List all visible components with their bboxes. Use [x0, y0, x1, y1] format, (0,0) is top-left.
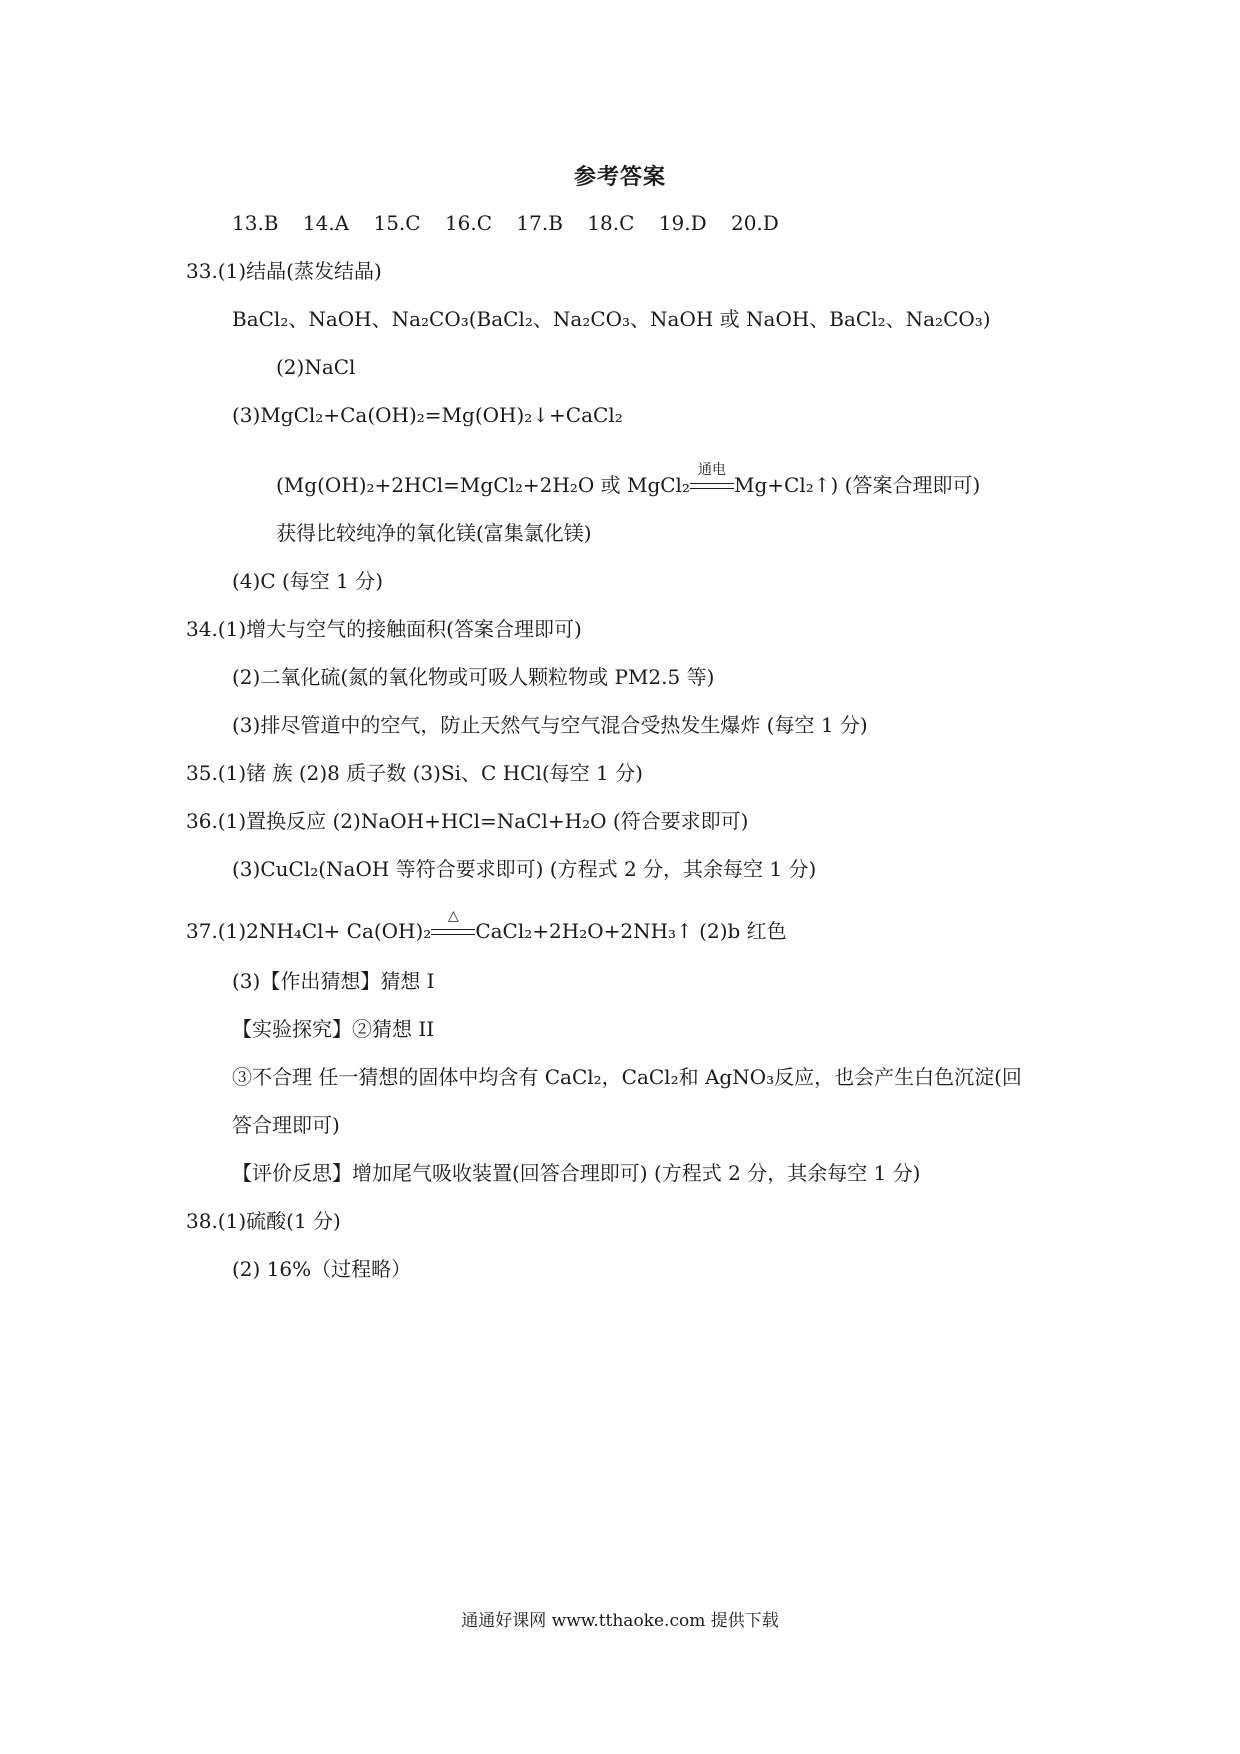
q33-line-5-left: (Mg(OH)₂+2HCl=MgCl₂+2H₂O 或 MgCl₂ [276, 473, 690, 497]
heating-condition [431, 907, 475, 943]
q33-line-4: (3)MgCl₂+Ca(OH)₂=Mg(OH)₂↓+CaCl₂ [232, 403, 623, 427]
q37-line-4: ③不合理 任一猜想的固体中均含有 CaCl₂，CaCl₂和 AgNO₃反应，也会产生白色沉淀(回 [232, 1065, 1022, 1089]
q37-line-6: 【评价反思】增加尾气吸收装置(回答合理即可) (方程式 2 分，其余每空 1 分) [232, 1161, 921, 1185]
q34-line-2: (2)二氧化硫(氮的氧化物或可吸人颗粒物或 PM2.5 等) [232, 665, 715, 689]
condition-label: △ [447, 907, 459, 924]
condition-label: 通电 [697, 461, 726, 478]
q37-line-5: 答合理即可) [232, 1113, 340, 1137]
q33-line-5 [276, 461, 981, 498]
q37-line-1-right: CaCl₂+2H₂O+2NH₃↑ (2)b 红色 [475, 919, 787, 943]
q35-line-1: 35.(1)锗 族 (2)8 质子数 (3)Si、C HCl(每空 1 分) [186, 761, 643, 785]
electrolysis-condition [690, 461, 734, 497]
q38-line-1: 38.(1)硫酸(1 分) [186, 1209, 341, 1233]
q33-line-2: BaCl₂、NaOH、Na₂CO₃(BaCl₂、Na₂CO₃、NaOH 或 NaOH、BaCl₂、Na₂CO₃) [232, 307, 991, 331]
page-footer: 通通好课网 www.tthaoke.com 提供下载 [461, 1611, 779, 1631]
q34-line-1: 34.(1)增大与空气的接触面积(答案合理即可) [186, 617, 582, 641]
answer-14: 14.A [302, 211, 350, 235]
q33-line-1: 33.(1)结晶(蒸发结晶) [186, 259, 382, 283]
answer-20: 20.D [730, 211, 779, 235]
q33-line-5-right: Mg+Cl₂↑) (答案合理即可) [733, 473, 981, 497]
answer-13: 13.B [232, 211, 279, 235]
q33-line-3: (2)NaCl [276, 355, 356, 379]
answer-17: 17.B [516, 211, 563, 235]
q37-line-2: (3)【作出猜想】猜想 I [232, 969, 435, 993]
q34-line-3: (3)排尽管道中的空气，防止天然气与空气混合受热发生爆炸 (每空 1 分) [232, 713, 868, 737]
q36-line-2: (3)CuCl₂(NaOH 等符合要求即可) (方程式 2 分，其余每空 1 分) [232, 857, 817, 881]
q36-line-1: 36.(1)置换反应 (2)NaOH+HCl=NaCl+H₂O (符合要求即可) [186, 809, 749, 833]
answer-19: 19.D [658, 211, 707, 235]
q37-line-1 [186, 907, 787, 944]
answer-18: 18.C [587, 211, 635, 235]
q33-line-7: (4)C (每空 1 分) [232, 569, 384, 593]
q38-line-2: (2) 16%（过程略） [232, 1257, 412, 1281]
answer-15: 15.C [373, 211, 421, 235]
multiple-choice-answers [232, 210, 797, 236]
q37-line-1-left: 37.(1)2NH₄Cl+ Ca(OH)₂ [186, 919, 432, 943]
q37-line-3: 【实验探究】②猜想 II [232, 1017, 435, 1041]
answer-16: 16.C [444, 211, 493, 235]
page-title: 参考答案 [573, 165, 666, 190]
q33-line-6: 获得比较纯净的氧化镁(富集氯化镁) [276, 521, 592, 545]
